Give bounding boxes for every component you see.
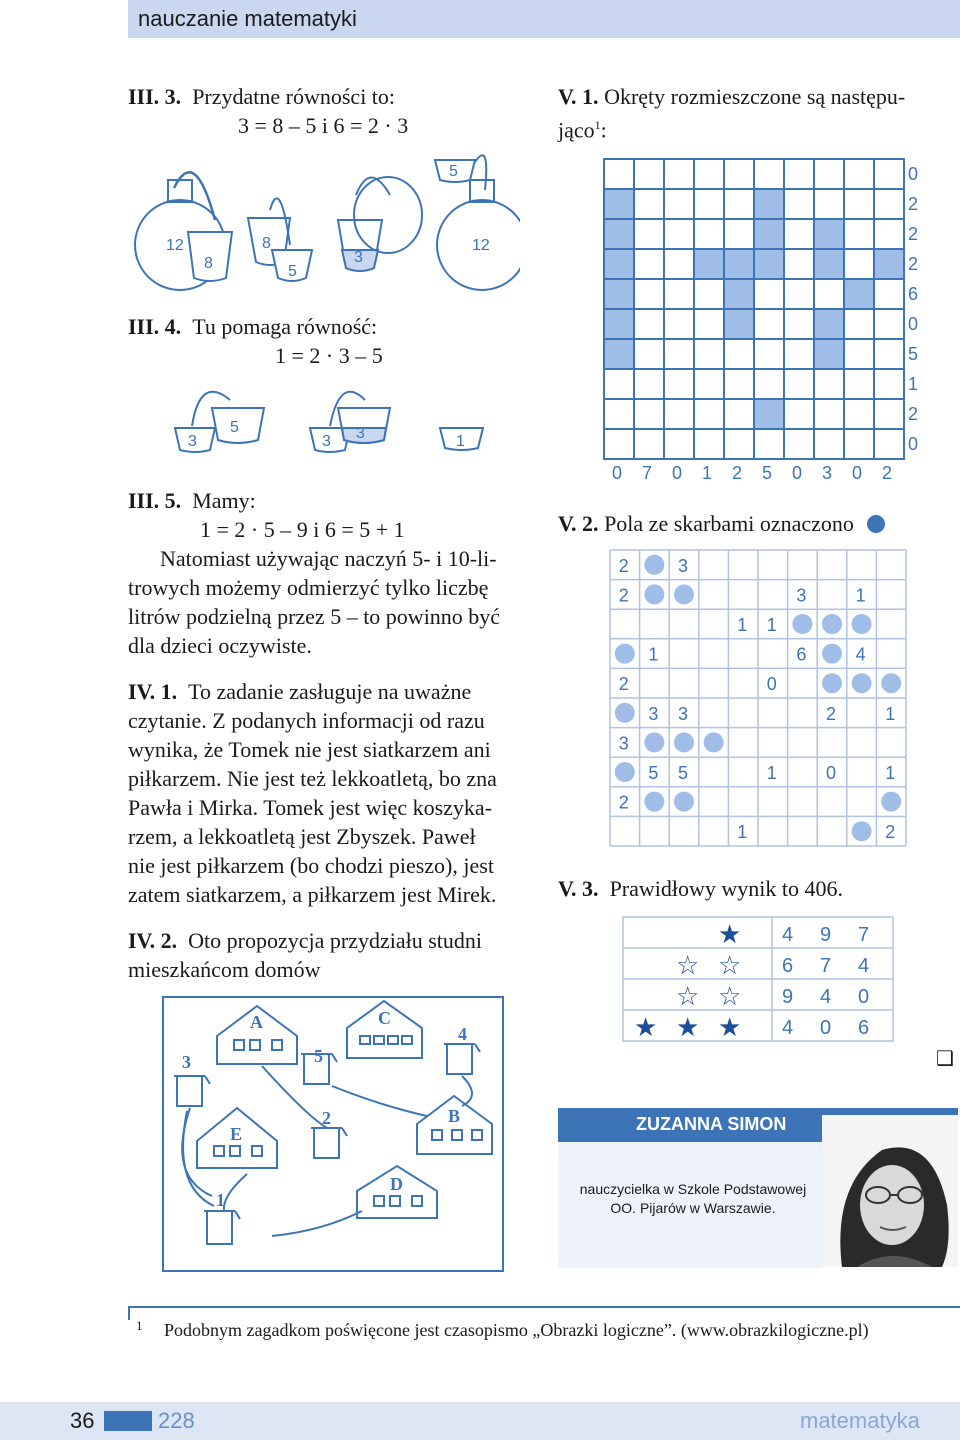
svg-text:A: A [250, 1012, 263, 1032]
treasure-icon [822, 614, 842, 634]
ship-cell [814, 159, 844, 189]
ship-cell [664, 309, 694, 339]
ship-cell [694, 159, 724, 189]
vessels-illustration-2 [170, 370, 490, 460]
treasure-icon [852, 821, 872, 841]
treasure-icon [852, 614, 872, 634]
iii3-heading: III. 3. Przydatne równości to: [128, 84, 396, 109]
result-digit: 4 [782, 1017, 794, 1039]
iv1-line-8: zatem siatkarzem, a piłkarzem jest Mirek. [128, 882, 497, 907]
ship-cell [874, 249, 904, 279]
svg-text:3: 3 [322, 433, 331, 450]
magazine-name: matematyka [800, 1408, 920, 1433]
ship-cell [814, 399, 844, 429]
treasure-icon [792, 614, 812, 634]
svg-text:★: ★ [676, 1013, 700, 1042]
ship-cell [724, 159, 754, 189]
section-header [128, 0, 960, 38]
col-count: 0 [612, 463, 623, 483]
iv1-line-4: piłkarzem. Nie jest też lekkoatletą, bo zna [128, 766, 497, 791]
svg-text:★: ★ [634, 1013, 658, 1042]
col-count: 0 [792, 463, 803, 483]
ship-cell [814, 189, 844, 219]
treasure-icon [881, 792, 901, 812]
treasure-clue: 4 [855, 644, 866, 665]
iii5-line-1: Natomiast używając naczyń 5- i 10-li- [160, 546, 497, 571]
col-count: 0 [852, 463, 863, 483]
ship-cell [784, 189, 814, 219]
end-checkbox: ❑ [936, 1048, 954, 1070]
treasure-clue: 0 [826, 763, 837, 783]
row-count: 0 [908, 314, 919, 334]
ship-cell [814, 309, 844, 339]
svg-text:☆: ☆ [676, 982, 700, 1012]
ship-cell [844, 429, 874, 459]
treasure-grid [608, 548, 908, 848]
ship-cell [814, 369, 844, 399]
ship-cell [844, 159, 874, 189]
ship-cell [664, 429, 694, 459]
row-count: 2 [908, 404, 919, 424]
ship-cell [784, 339, 814, 369]
ship-cell [724, 429, 754, 459]
treasure-clue: 2 [618, 792, 629, 813]
result-digit: 4 [782, 924, 794, 946]
iii5-formula: 1 = 2 · 5 – 9 i 6 = 5 + 1 [200, 517, 405, 542]
iii5-line-4: dla dzieci oczywiste. [128, 633, 312, 658]
ship-cell [784, 429, 814, 459]
result-digit: 0 [858, 986, 870, 1008]
treasure-clue: 1 [885, 763, 896, 783]
row-count: 6 [908, 284, 919, 304]
ship-cell [814, 279, 844, 309]
col-count: 2 [882, 463, 893, 483]
svg-text:12: 12 [472, 237, 490, 254]
svg-text:3: 3 [356, 425, 365, 442]
ship-cell [634, 249, 664, 279]
ship-cell [754, 339, 784, 369]
treasure-icon [881, 673, 901, 693]
ship-cell [694, 249, 724, 279]
ship-cell [694, 399, 724, 429]
footnote-rule [128, 1306, 960, 1308]
treasure-icon [674, 584, 694, 604]
iv2-heading: IV. 2. Oto propozycja przydziału studni [128, 928, 482, 953]
ship-cell [634, 399, 664, 429]
ship-cell [664, 159, 694, 189]
ship-cell [634, 279, 664, 309]
col-count: 1 [702, 463, 713, 483]
treasure-marker-icon [867, 515, 885, 533]
ship-cell [694, 369, 724, 399]
row-count: 2 [908, 224, 919, 244]
ship-cell [844, 279, 874, 309]
ship-cell [694, 189, 724, 219]
ship-cell [754, 429, 784, 459]
col-count: 5 [762, 463, 773, 483]
author-name: ZUZANNA SIMON [636, 1114, 787, 1134]
row-count: 5 [908, 344, 919, 364]
svg-text:5: 5 [230, 419, 239, 436]
ship-cell [814, 249, 844, 279]
iii4-heading: III. 4. Tu pomaga równość: [128, 314, 378, 339]
ship-cell [844, 219, 874, 249]
iv1-line-3: wynika, że Tomek nie jest siatkarzem ani [128, 737, 491, 762]
footnote-mark: 1 [136, 1318, 143, 1333]
ship-cell [724, 399, 754, 429]
treasure-clue: 1 [737, 822, 748, 843]
ship-cell [604, 249, 634, 279]
ship-cell [604, 219, 634, 249]
ship-cell [844, 309, 874, 339]
ship-cell [754, 309, 784, 339]
ship-cell [694, 339, 724, 369]
treasure-icon [644, 732, 664, 752]
result-digit: 4 [820, 986, 832, 1008]
ship-cell [634, 369, 664, 399]
author-affiliation: nauczycielka w Szkole Podstawowej OO. Pijarów w Warszawie. [579, 1181, 807, 1216]
treasure-clue: 2 [618, 555, 629, 576]
treasure-clue: 1 [885, 703, 896, 724]
iv1-line-2: czytanie. Z podanych informacji od razu [128, 708, 485, 733]
col-count: 2 [732, 463, 743, 483]
svg-text:1: 1 [216, 1190, 225, 1210]
iv2-line-2: mieszkańcom domów [128, 957, 321, 982]
ship-cell [784, 369, 814, 399]
ship-cell [664, 279, 694, 309]
ship-cell [874, 369, 904, 399]
result-digit: 9 [820, 924, 832, 946]
ship-cell [724, 219, 754, 249]
ship-cell [754, 369, 784, 399]
ship-cell [874, 279, 904, 309]
ship-cell [754, 399, 784, 429]
footer-accent [104, 1411, 152, 1431]
treasure-icon [822, 673, 842, 693]
ship-cell [724, 369, 754, 399]
row-count: 2 [908, 254, 919, 274]
houses-wells-map [162, 996, 504, 1272]
svg-text:D: D [390, 1174, 403, 1194]
ship-cell [784, 309, 814, 339]
ship-cell [724, 279, 754, 309]
ship-cell [784, 219, 814, 249]
star-table [622, 916, 894, 1042]
treasure-clue: 1 [737, 615, 748, 635]
iii4-formula: 1 = 2 · 3 – 5 [275, 343, 383, 368]
ship-cell [724, 249, 754, 279]
ships-grid [600, 155, 960, 485]
result-digit: 7 [858, 924, 870, 946]
svg-text:☆: ☆ [718, 951, 742, 981]
ship-cell [634, 159, 664, 189]
treasure-clue: 1 [648, 644, 659, 665]
ship-cell [724, 189, 754, 219]
ship-cell [874, 159, 904, 189]
ship-cell [604, 399, 634, 429]
ship-cell [844, 399, 874, 429]
result-digit: 0 [820, 1017, 832, 1039]
ship-cell [694, 219, 724, 249]
ship-cell [664, 219, 694, 249]
ship-cell [874, 189, 904, 219]
col-count: 0 [672, 463, 683, 483]
ship-cell [604, 309, 634, 339]
svg-text:B: B [448, 1106, 461, 1126]
treasure-icon [644, 555, 664, 575]
treasure-clue: 5 [648, 763, 659, 783]
row-count: 0 [908, 164, 919, 184]
ship-cell [874, 429, 904, 459]
section-title: nauczanie matematyki [138, 6, 357, 31]
ship-cell [604, 369, 634, 399]
ship-cell [844, 339, 874, 369]
ship-cell [784, 279, 814, 309]
ship-cell [814, 219, 844, 249]
treasure-clue: 2 [885, 822, 896, 843]
ship-cell [754, 249, 784, 279]
treasure-clue: 2 [826, 703, 837, 724]
treasure-icon [615, 762, 635, 782]
treasure-clue: 3 [678, 703, 689, 724]
v2-heading: V. 2. Pola ze skarbami oznaczono [558, 509, 885, 538]
treasure-clue: 0 [766, 674, 777, 695]
ship-cell [604, 429, 634, 459]
ship-cell [724, 339, 754, 369]
col-count: 7 [642, 463, 653, 483]
svg-text:5: 5 [314, 1046, 323, 1066]
svg-text:★: ★ [718, 920, 742, 950]
treasure-icon [615, 703, 635, 723]
ship-cell [874, 399, 904, 429]
ship-cell [724, 309, 754, 339]
result-digit: 9 [782, 986, 794, 1008]
ship-cell [814, 429, 844, 459]
iii5-line-2: trowych możemy odmierzyć tylko liczbę [128, 575, 489, 600]
treasure-clue: 3 [618, 733, 629, 754]
treasure-clue: 3 [796, 585, 807, 606]
ship-cell [844, 249, 874, 279]
treasure-clue: 3 [648, 703, 659, 724]
col-count: 3 [822, 463, 833, 483]
treasure-icon [674, 792, 694, 812]
treasure-icon [644, 792, 664, 812]
treasure-clue: 1 [766, 763, 777, 783]
treasure-clue: 2 [618, 674, 629, 695]
ship-cell [784, 399, 814, 429]
ship-cell [634, 339, 664, 369]
ship-cell [784, 249, 814, 279]
ship-cell [844, 369, 874, 399]
ship-cell [664, 339, 694, 369]
ship-cell [604, 339, 634, 369]
treasure-icon [704, 732, 724, 752]
result-digit: 4 [858, 955, 870, 977]
ship-cell [874, 219, 904, 249]
ship-cell [784, 159, 814, 189]
ship-cell [634, 219, 664, 249]
iii5-heading: III. 5. Mamy: [128, 488, 256, 513]
iii3-formula: 3 = 8 – 5 i 6 = 2 · 3 [238, 113, 409, 138]
iv1-line-5: Pawła i Mirka. Tomek jest więc koszyka- [128, 795, 493, 820]
ship-cell [694, 429, 724, 459]
result-digit: 7 [820, 955, 832, 977]
treasure-clue: 1 [766, 615, 777, 635]
ship-cell [604, 189, 634, 219]
svg-text:3: 3 [188, 433, 197, 450]
svg-text:4: 4 [458, 1024, 467, 1044]
ship-cell [634, 189, 664, 219]
iii5-line-3: litrów podzielną przez 5 – to powinno być [128, 604, 501, 629]
treasure-clue: 1 [855, 585, 866, 606]
v1-heading: V. 1. Okręty rozmieszczone są następu- [558, 84, 906, 109]
result-digit: 6 [782, 955, 794, 977]
svg-text:3: 3 [182, 1052, 191, 1072]
footnote-text: Podobnym zagadkom poświęcone jest czasopismo „Obrazki logiczne”. (www.obrazkilogiczne.pl) [164, 1320, 869, 1340]
ship-cell [874, 309, 904, 339]
svg-text:5: 5 [288, 263, 297, 280]
svg-text:12: 12 [166, 237, 184, 254]
svg-text:★: ★ [718, 1013, 742, 1042]
ship-cell [874, 339, 904, 369]
svg-text:3: 3 [354, 249, 363, 266]
ship-cell [664, 249, 694, 279]
row-count: 2 [908, 194, 919, 214]
vessels-illustration-1 [130, 150, 520, 300]
treasure-icon [644, 584, 664, 604]
ship-cell [634, 429, 664, 459]
treasure-icon [852, 673, 872, 693]
ship-cell [664, 369, 694, 399]
ship-cell [604, 159, 634, 189]
svg-text:8: 8 [204, 255, 213, 272]
svg-text:☆: ☆ [676, 951, 700, 981]
row-count: 0 [908, 434, 919, 454]
svg-text:5: 5 [449, 163, 458, 180]
author-photo [822, 1115, 958, 1267]
treasure-clue: 5 [678, 763, 689, 783]
iv1-line-7: nie jest piłkarzem (bo chodzi pieszo), jest [128, 853, 494, 878]
iv1-heading: IV. 1. To zadanie zasługuje na uważne [128, 679, 472, 704]
treasure-clue: 6 [796, 644, 807, 665]
svg-text:1: 1 [456, 433, 465, 450]
ship-cell [664, 399, 694, 429]
ship-cell [664, 189, 694, 219]
result-digit: 6 [858, 1017, 870, 1039]
treasure-clue: 3 [678, 555, 689, 576]
svg-text:8: 8 [262, 235, 271, 252]
treasure-icon [674, 732, 694, 752]
treasure-icon [822, 644, 842, 664]
svg-text:E: E [230, 1124, 243, 1144]
ship-cell [694, 279, 724, 309]
footnote-tick [128, 1306, 130, 1320]
ship-cell [754, 219, 784, 249]
ship-cell [754, 279, 784, 309]
v3-heading: V. 3. Prawidłowy wynik to 406. [558, 876, 844, 901]
ship-cell [844, 189, 874, 219]
svg-text:C: C [378, 1008, 391, 1028]
row-count: 1 [908, 374, 919, 394]
treasure-icon [615, 644, 635, 664]
v1-line-2: jąco$^1$: [558, 117, 607, 143]
svg-text:☆: ☆ [718, 982, 742, 1012]
iv1-line-6: rzem, a lekkoatletą jest Zbyszek. Paweł [128, 824, 476, 849]
ship-cell [694, 309, 724, 339]
svg-text:2: 2 [322, 1108, 331, 1128]
ship-cell [634, 309, 664, 339]
issue-number: 228 [158, 1408, 195, 1433]
ship-cell [754, 159, 784, 189]
ship-cell [814, 339, 844, 369]
page-number: 36 [70, 1408, 95, 1433]
ship-cell [754, 189, 784, 219]
ship-cell [604, 279, 634, 309]
treasure-clue: 2 [618, 585, 629, 606]
